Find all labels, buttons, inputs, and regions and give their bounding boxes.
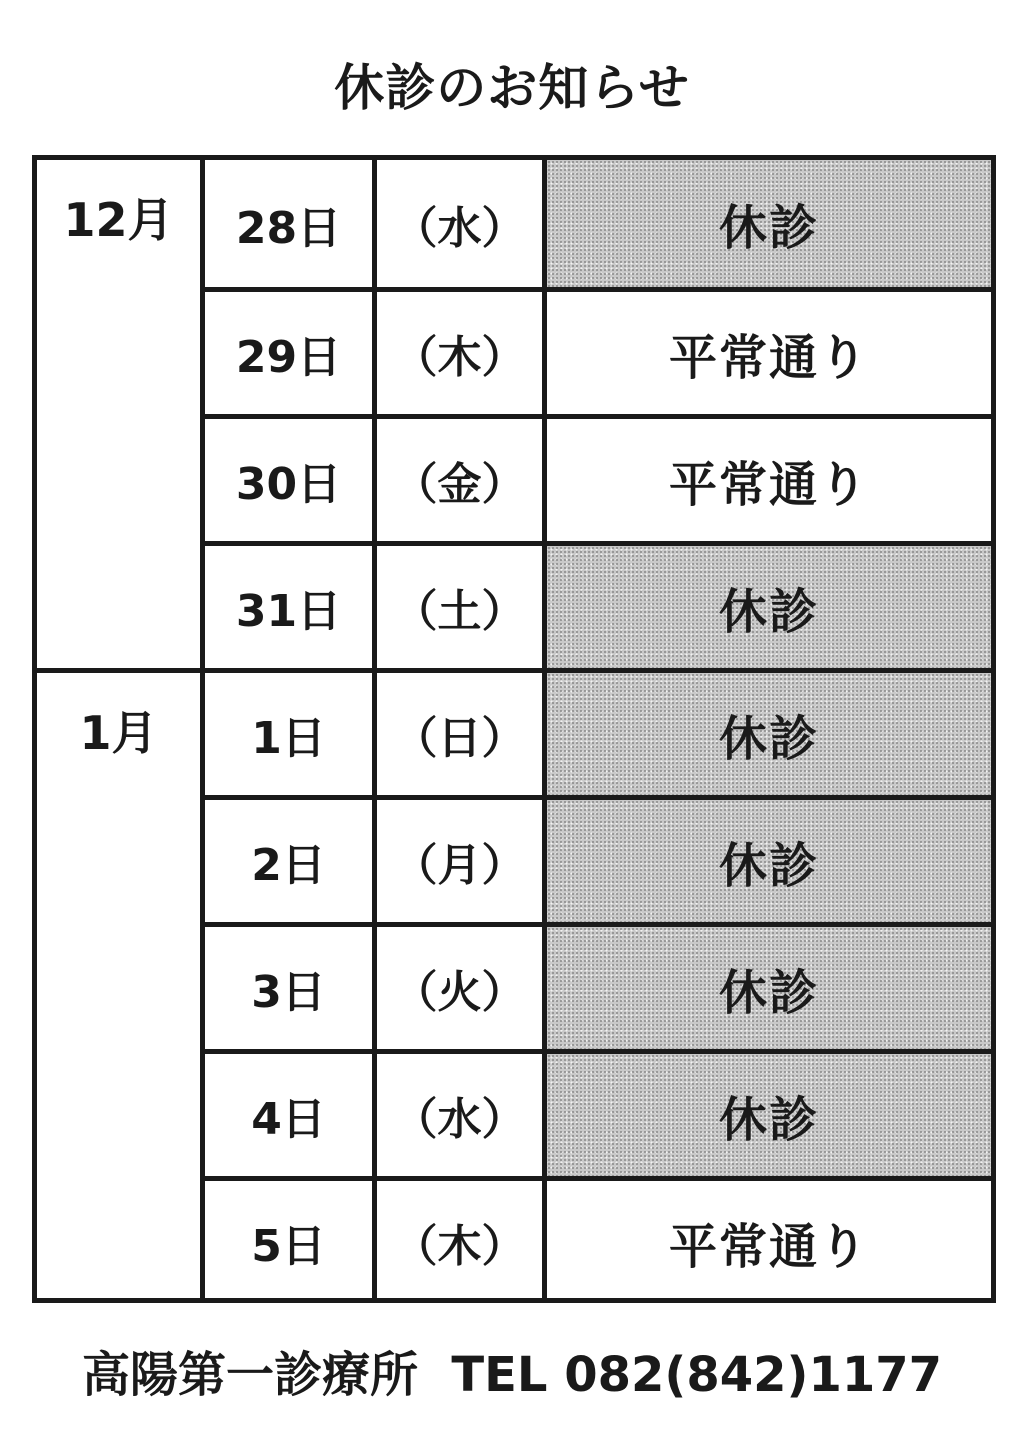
month-label: 1月	[79, 706, 158, 760]
table-row	[205, 160, 991, 287]
schedule-table	[32, 155, 996, 1303]
table-row	[205, 922, 991, 1049]
status-cell: 休診	[547, 800, 991, 922]
month-label: 12月	[63, 193, 174, 247]
month-cell-december	[37, 160, 205, 668]
clinic-name: 高陽第一診療所	[81, 1347, 418, 1403]
table-row	[205, 668, 991, 795]
table-row	[205, 1049, 991, 1176]
status-cell: 平常通り	[668, 456, 869, 513]
table-row	[205, 414, 991, 541]
date-cell: 5日	[205, 1181, 377, 1303]
clinic-phone: TEL 082(842)1177	[451, 1347, 943, 1403]
weekday-cell: （土）	[377, 546, 547, 668]
date-cell: 30日	[205, 419, 377, 541]
month-cell-january	[37, 668, 205, 1303]
status-cell: 平常通り	[668, 329, 869, 386]
date-cell: 3日	[205, 927, 377, 1049]
weekday-cell: （日）	[377, 673, 547, 795]
status-cell: 休診	[547, 1054, 991, 1176]
date-cell: 28日	[205, 160, 377, 287]
status-cell: 平常通り	[668, 1218, 869, 1275]
status-cell: 休診	[547, 673, 991, 795]
table-row	[205, 287, 991, 414]
weekday-cell: （金）	[377, 419, 547, 541]
weekday-cell: （月）	[377, 800, 547, 922]
clinic-contact	[0, 1340, 1024, 1410]
date-cell: 2日	[205, 800, 377, 922]
table-row	[205, 795, 991, 922]
table-row	[205, 541, 991, 668]
weekday-cell: （水）	[377, 1054, 547, 1176]
page-title: 休診のお知らせ	[334, 59, 690, 117]
date-cell: 31日	[205, 546, 377, 668]
date-cell: 1日	[205, 673, 377, 795]
weekday-cell: （火）	[377, 927, 547, 1049]
weekday-cell: （木）	[377, 1181, 547, 1303]
weekday-cell: （水）	[377, 160, 547, 287]
weekday-cell: （木）	[377, 292, 547, 414]
table-row	[205, 1176, 991, 1303]
schedule-rows	[205, 160, 991, 1298]
date-cell: 4日	[205, 1054, 377, 1176]
status-cell: 休診	[547, 927, 991, 1049]
status-cell: 休診	[547, 546, 991, 668]
date-cell: 29日	[205, 292, 377, 414]
status-cell: 休診	[547, 160, 991, 287]
